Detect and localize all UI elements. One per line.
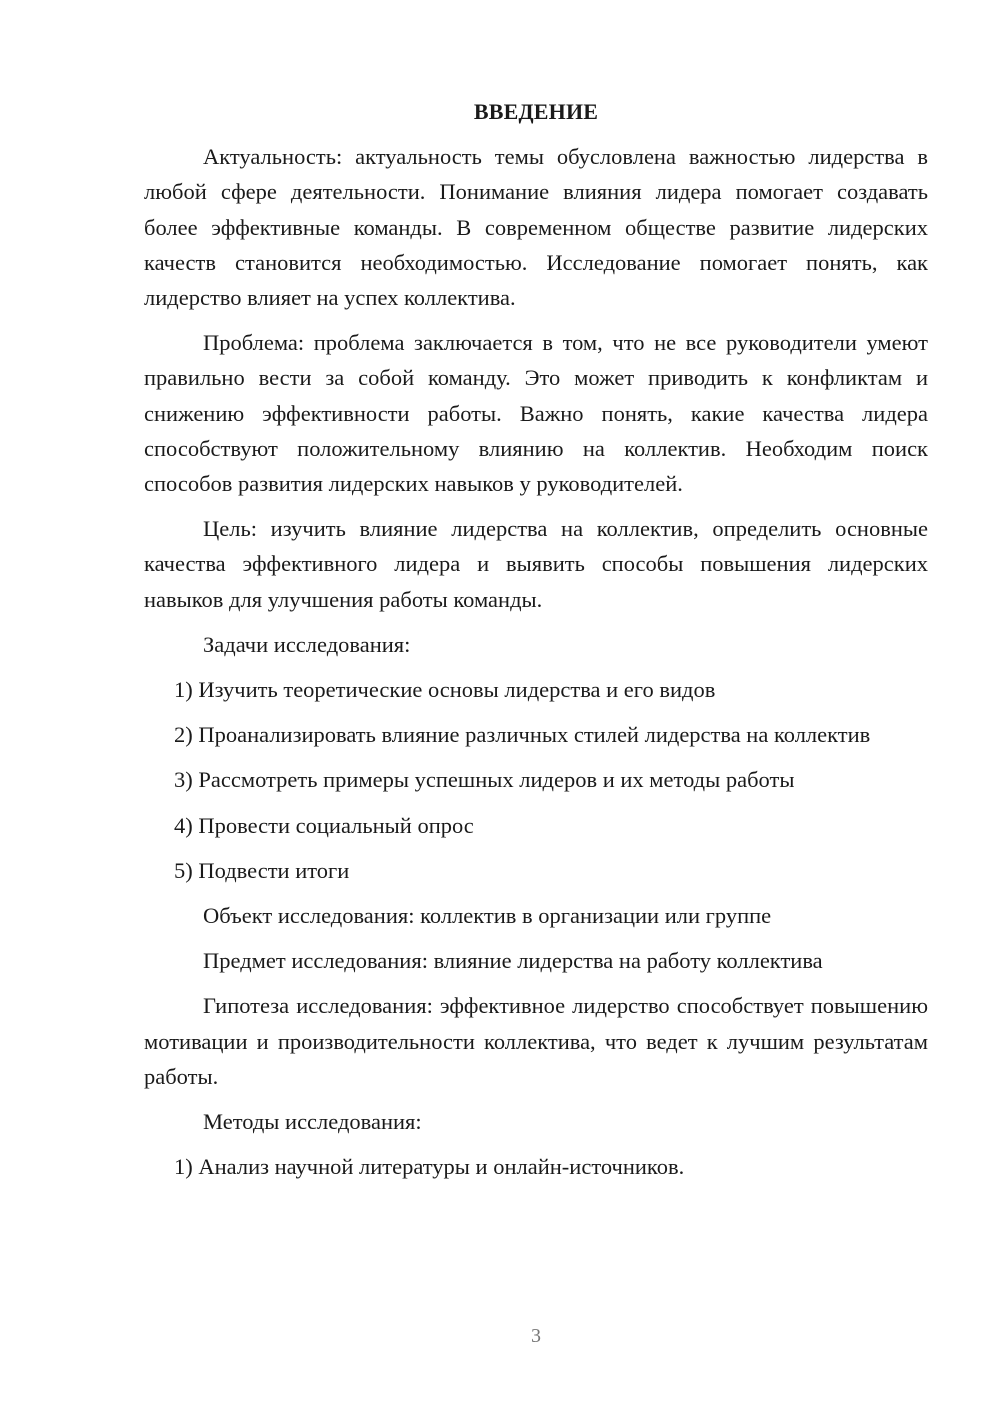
page-body	[144, 94, 928, 1194]
task-item-1: 1) Изучить теоретические основы лидерства и его видов	[174, 677, 716, 703]
page-number: 3	[531, 1325, 541, 1347]
task-item-4: 4) Провести социальный опрос	[174, 812, 474, 838]
method-item-1: 1) Анализ научной литературы и онлайн-источников.	[174, 1154, 685, 1180]
page-title: ВВЕДЕНИЕ	[473, 99, 599, 124]
tasks-heading: Задачи исследования:	[203, 631, 411, 657]
problem-paragraph: Проблема: проблема заключается в том, что не все руководители умеют правильно вести за собой команду. Это может приводить к конфликтам и снижению эффективности работы. Важно понять, какие качества лидера способствуют положительному влиянию на коллектив. Необходим поиск способов развития лидерских навыков у руководителей.	[144, 330, 928, 497]
relevance-paragraph: Актуальность: актуальность темы обусловлена важностью лидерства в любой сфере деятельности. Понимание влияния лидера помогает создавать более эффективные команды. В современном обществе развитие лидерских качеств становится необходимостью. Исследование помогает понять, как лидерство влияет на успех коллектива.	[144, 144, 928, 311]
methods-heading: Методы исследования:	[203, 1109, 422, 1135]
hypothesis-paragraph: Гипотеза исследования: эффективное лидерство способствует повышению мотивации и производительности коллектива, что ведет к лучшим результатам работы.	[144, 993, 928, 1089]
goal-paragraph: Цель: изучить влияние лидерства на коллектив, определить основные качества эффективного лидера и выявить способы повышения лидерских навыков для улучшения работы команды.	[144, 516, 928, 612]
task-item-3: 3) Рассмотреть примеры успешных лидеров и их методы работы	[174, 767, 795, 793]
task-item-5: 5) Подвести итоги	[174, 857, 350, 883]
research-object: Объект исследования: коллектив в организации или группе	[203, 903, 772, 929]
task-item-2: 2) Проанализировать влияние различных стилей лидерства на коллектив	[174, 722, 871, 748]
research-subject: Предмет исследования: влияние лидерства на работу коллектива	[203, 948, 823, 974]
